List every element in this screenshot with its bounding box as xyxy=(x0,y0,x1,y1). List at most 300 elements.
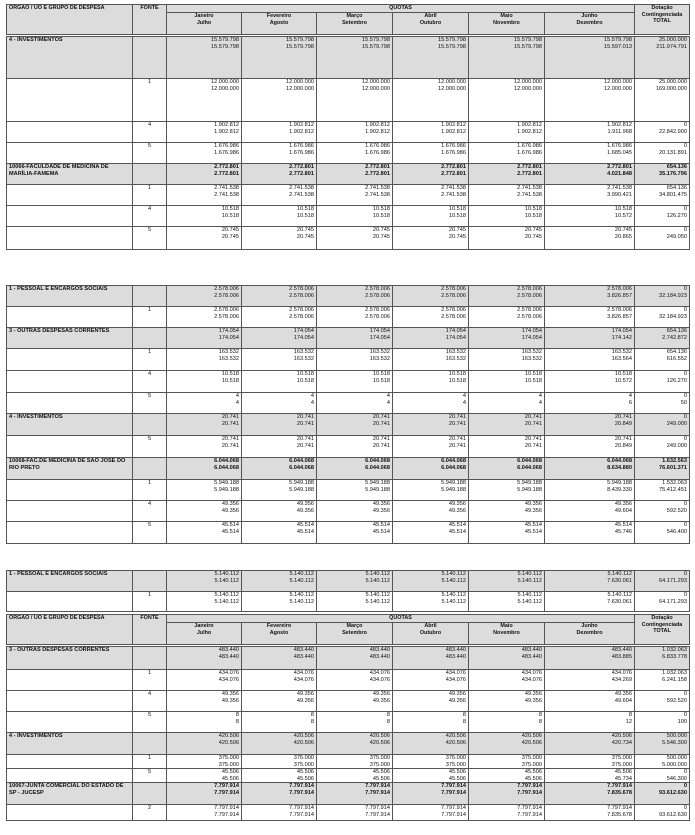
dotacao-total-cell xyxy=(635,206,690,227)
fonte-row xyxy=(7,349,690,371)
row-label: 10068-FAC.DE MEDICINA DE SÃO JOSÉ DO RIO PRETO xyxy=(7,458,133,480)
quota-value-second-half: 20.741 xyxy=(524,442,542,449)
quota-cell xyxy=(317,143,393,164)
quota-value-first-half: 10.518 xyxy=(372,371,390,377)
quota-value-first-half: 483.440 xyxy=(611,647,632,653)
quota-cell xyxy=(393,458,469,480)
fonte-cell: 5 xyxy=(133,143,167,164)
quota-cell xyxy=(242,670,317,691)
quota-value-first-half: 20.745 xyxy=(372,227,390,233)
quota-value-second-half: 5.140.112 xyxy=(517,598,542,605)
quota-value-first-half: 15.579.798 xyxy=(514,37,542,43)
quota-value-first-half: 2.578.006 xyxy=(365,286,390,292)
quota-value-second-half: 2.578.006 xyxy=(365,292,390,299)
quota-value-second-half: 6.044.068 xyxy=(441,464,466,471)
dotacao-total-value: 64.171.293 xyxy=(659,577,687,584)
quota-cell xyxy=(545,371,635,393)
quota-value-second-half: 2.578.006 xyxy=(441,292,466,299)
fonte-row xyxy=(7,79,690,122)
quota-cell xyxy=(469,328,545,349)
quota-cell xyxy=(242,143,317,164)
quota-value-second-half: 8 xyxy=(310,718,314,725)
quota-value-first-half: 20.741 xyxy=(524,436,542,442)
dotacao-total-value: 76.601.371 xyxy=(659,464,687,471)
quota-value-second-half: 6.044.068 xyxy=(517,464,542,471)
quota-value-first-half: 434.076 xyxy=(445,670,466,676)
quota-cell xyxy=(469,286,545,307)
dotacao-total-cell xyxy=(635,458,690,480)
quota-cell xyxy=(242,185,317,206)
quota-cell xyxy=(167,691,242,712)
budget-table xyxy=(6,646,690,821)
quota-cell xyxy=(469,164,545,185)
quota-cell xyxy=(242,436,317,458)
quota-value-second-half: 5.949.188 xyxy=(289,486,314,493)
dotacao-total-value: 22.842.900 xyxy=(659,128,687,135)
quota-value-first-half: 10.518 xyxy=(524,371,542,377)
quota-cell xyxy=(167,571,242,592)
dotacao-contingenciada-value: 0 xyxy=(683,122,687,128)
quota-value-first-half: 420.506 xyxy=(445,733,466,739)
quota-cell xyxy=(242,805,317,821)
quota-cell xyxy=(545,691,635,712)
quota-value-second-half: 10.518 xyxy=(448,212,466,219)
quota-value-first-half: 12.000.000 xyxy=(211,79,239,85)
quota-value-first-half: 5.140.112 xyxy=(607,592,632,598)
quota-value-second-half: 20.741 xyxy=(296,420,314,427)
quota-cell xyxy=(317,783,393,805)
quota-value-first-half: 49.356 xyxy=(524,691,542,697)
quota-value-first-half: 10.518 xyxy=(221,206,239,212)
quota-cell xyxy=(393,185,469,206)
quota-cell xyxy=(393,670,469,691)
quota-value-first-half: 375.000 xyxy=(369,755,390,761)
quota-value-second-half: 10.572 xyxy=(614,377,632,384)
quota-cell xyxy=(393,712,469,733)
quota-cell xyxy=(469,436,545,458)
dotacao-contingenciada-value: 0 xyxy=(683,371,687,377)
quota-cell xyxy=(242,371,317,393)
quota-value-first-half: 2.578.006 xyxy=(441,307,466,313)
quota-value-first-half: 6.044.068 xyxy=(517,458,542,464)
dotacao-total-value: 5.546.300 xyxy=(662,739,687,746)
quota-value-second-half: 7.630.061 xyxy=(607,598,632,605)
quota-cell xyxy=(317,206,393,227)
quota-cell xyxy=(167,206,242,227)
dotacao-contingenciada-value: 0 xyxy=(683,691,687,697)
quota-cell xyxy=(167,436,242,458)
quota-value-first-half: 7.797.914 xyxy=(517,783,542,790)
quota-value-second-half: 4 xyxy=(235,399,239,406)
quota-value-second-half: 7.797.914 xyxy=(365,811,390,818)
quota-cell xyxy=(167,349,242,371)
quota-cell xyxy=(167,592,242,612)
budget-table xyxy=(6,570,690,612)
quota-cell xyxy=(167,185,242,206)
quota-value-first-half: 10.518 xyxy=(448,371,466,377)
quota-value-second-half: 49.356 xyxy=(221,697,239,704)
quota-value-first-half: 45.514 xyxy=(614,522,632,528)
quota-value-first-half: 163.532 xyxy=(521,349,542,355)
quota-value-second-half: 7.797.914 xyxy=(289,811,314,818)
budget-section-4 xyxy=(6,646,689,821)
quota-value-second-half: 483.440 xyxy=(521,653,542,660)
quota-value-second-half: 1.902.812 xyxy=(441,128,466,135)
quota-value-second-half: 434.076 xyxy=(445,676,466,683)
quota-cell xyxy=(242,647,317,670)
quota-value-first-half: 434.076 xyxy=(293,670,314,676)
quota-value-first-half: 5.949.188 xyxy=(214,480,239,486)
quota-cell xyxy=(167,328,242,349)
dotacao-contingenciada-value: 1.032.063 xyxy=(662,670,687,676)
quota-value-second-half: 5.140.112 xyxy=(365,577,390,584)
quota-value-first-half: 2.741.538 xyxy=(441,185,466,191)
quota-value-second-half: 7.797.914 xyxy=(441,789,466,796)
quota-cell xyxy=(167,286,242,307)
quota-value-second-half: 7.797.914 xyxy=(214,811,239,818)
quota-cell xyxy=(545,733,635,755)
month-header: Abril Outubro xyxy=(393,13,469,35)
quota-value-first-half: 420.506 xyxy=(611,733,632,739)
quota-value-first-half: 174.054 xyxy=(521,328,542,334)
quota-value-second-half: 49.604 xyxy=(614,507,632,514)
budget-section-3 xyxy=(6,570,689,612)
quota-value-second-half: 15.579.798 xyxy=(362,43,390,50)
quota-value-first-half: 5.140.112 xyxy=(214,592,239,598)
fonte-row xyxy=(7,712,690,733)
quota-value-second-half: 434.076 xyxy=(521,676,542,683)
dotacao-total-cell xyxy=(635,522,690,544)
quota-value-first-half: 163.532 xyxy=(293,349,314,355)
quota-value-second-half: 5.140.112 xyxy=(214,577,239,584)
quota-cell xyxy=(242,414,317,436)
quota-cell xyxy=(469,143,545,164)
quota-value-first-half: 15.579.798 xyxy=(211,37,239,43)
quota-cell xyxy=(317,501,393,522)
quota-value-first-half: 20.745 xyxy=(614,227,632,233)
quota-value-second-half: 4 xyxy=(462,399,466,406)
quota-value-second-half: 20.745 xyxy=(296,233,314,240)
quota-cell xyxy=(317,733,393,755)
quota-value-second-half: 6.044.068 xyxy=(365,464,390,471)
budget-section-1 xyxy=(6,36,689,250)
month-header: Junho Dezembro xyxy=(545,13,635,35)
quota-value-second-half: 49.356 xyxy=(448,507,466,514)
quota-value-second-half: 20.745 xyxy=(221,233,239,240)
quota-value-second-half: 4.021.848 xyxy=(607,170,632,177)
quota-cell xyxy=(242,480,317,501)
quota-value-second-half: 45.506 xyxy=(221,775,239,782)
quota-value-first-half: 7.797.914 xyxy=(607,783,632,790)
quota-value-second-half: 174.054 xyxy=(521,334,542,341)
quota-value-first-half: 15.579.798 xyxy=(362,37,390,43)
quota-cell xyxy=(545,769,635,783)
quota-value-first-half: 45.506 xyxy=(448,769,466,776)
dotacao-contingenciada-value: 0 xyxy=(683,712,687,718)
quota-value-first-half: 434.076 xyxy=(369,670,390,676)
row-label: 1 - PESSOAL E ENCARGOS SOCIAIS xyxy=(7,571,133,592)
quota-value-first-half: 8 xyxy=(628,712,632,718)
quota-value-second-half: 7.835.678 xyxy=(607,811,632,818)
quota-cell xyxy=(167,227,242,250)
quota-value-second-half: 5.949.188 xyxy=(365,486,390,493)
quota-value-second-half: 45.506 xyxy=(448,775,466,782)
quota-cell xyxy=(469,501,545,522)
quota-value-second-half: 12.000.000 xyxy=(438,85,466,92)
row-label xyxy=(7,79,133,122)
quota-value-first-half: 49.356 xyxy=(372,501,390,507)
dotacao-contingenciada-value: 0 xyxy=(683,307,687,313)
quota-value-second-half: 6.044.068 xyxy=(289,464,314,471)
quota-cell xyxy=(242,286,317,307)
group-row xyxy=(7,328,690,349)
quota-value-second-half: 20.741 xyxy=(296,442,314,449)
quota-cell xyxy=(545,164,635,185)
quota-value-second-half: 49.356 xyxy=(221,507,239,514)
dotacao-contingenciada-value: 0 xyxy=(683,206,687,212)
quota-value-second-half: 434.076 xyxy=(293,676,314,683)
quota-cell xyxy=(469,755,545,769)
quota-cell xyxy=(242,691,317,712)
fonte-row xyxy=(7,206,690,227)
row-label xyxy=(7,501,133,522)
quota-value-second-half: 15.579.798 xyxy=(211,43,239,50)
quota-cell xyxy=(317,480,393,501)
quota-value-second-half: 2.578.006 xyxy=(214,313,239,320)
quota-cell xyxy=(469,371,545,393)
quota-value-first-half: 375.000 xyxy=(521,755,542,761)
dotacao-total-value: 5.000.000 xyxy=(662,761,687,768)
quota-cell xyxy=(545,670,635,691)
quota-value-second-half: 15.597.013 xyxy=(604,43,632,50)
quota-value-second-half: 2.741.538 xyxy=(365,191,390,198)
dotacao-total-value: 249.000 xyxy=(666,420,687,427)
quota-value-first-half: 8 xyxy=(462,712,466,718)
quota-value-second-half: 174.142 xyxy=(611,334,632,341)
quota-value-first-half: 10.518 xyxy=(296,206,314,212)
quota-cell xyxy=(393,571,469,592)
quota-cell xyxy=(167,769,242,783)
quota-cell xyxy=(545,286,635,307)
quota-cell xyxy=(317,647,393,670)
quota-value-second-half: 483.440 xyxy=(369,653,390,660)
quota-cell xyxy=(317,393,393,414)
quota-value-first-half: 5.140.112 xyxy=(441,592,466,598)
row-label: 3 - OUTRAS DESPESAS CORRENTES xyxy=(7,328,133,349)
quota-cell xyxy=(242,755,317,769)
quota-value-first-half: 1.902.812 xyxy=(441,122,466,128)
fonte-row xyxy=(7,307,690,328)
quota-cell xyxy=(393,480,469,501)
dotacao-contingenciada-value: 500.000 xyxy=(666,733,687,739)
quota-cell xyxy=(545,755,635,769)
dotacao-total-cell xyxy=(635,501,690,522)
fonte-cell: 1 xyxy=(133,755,167,769)
budget-table xyxy=(6,285,690,544)
quota-value-second-half: 45.734 xyxy=(614,775,632,782)
quota-value-first-half: 5.140.112 xyxy=(517,592,542,598)
quota-value-second-half: 3.826.857 xyxy=(607,313,632,320)
quota-value-first-half: 10.518 xyxy=(372,206,390,212)
quota-value-second-half: 49.356 xyxy=(372,697,390,704)
quota-cell xyxy=(317,769,393,783)
quota-cell xyxy=(469,571,545,592)
row-label xyxy=(7,522,133,544)
quota-cell xyxy=(469,480,545,501)
quota-value-second-half: 3.826.857 xyxy=(607,292,632,299)
dotacao-contingenciada-value: 500.000 xyxy=(666,755,687,761)
dotacao-header: Dotação Contingenciada TOTAL xyxy=(635,615,690,645)
quota-value-second-half: 10.518 xyxy=(372,377,390,384)
quota-value-first-half: 174.054 xyxy=(445,328,466,334)
quota-value-first-half: 7.797.914 xyxy=(214,783,239,790)
quota-value-first-half: 4 xyxy=(386,393,390,399)
dotacao-contingenciada-value: 0 xyxy=(683,393,687,399)
quota-cell xyxy=(545,458,635,480)
quota-value-second-half: 1.902.812 xyxy=(517,128,542,135)
dotacao-total-cell xyxy=(635,480,690,501)
fonte-cell: 4 xyxy=(133,501,167,522)
quota-value-first-half: 163.532 xyxy=(218,349,239,355)
quota-cell xyxy=(317,436,393,458)
quota-value-second-half: 1.676.986 xyxy=(365,149,390,156)
quota-cell xyxy=(242,122,317,143)
quota-value-second-half: 12.000.000 xyxy=(286,85,314,92)
fonte-cell xyxy=(133,571,167,592)
quota-value-first-half: 1.902.812 xyxy=(365,122,390,128)
quota-cell xyxy=(317,79,393,122)
quota-value-second-half: 2.772.801 xyxy=(517,170,542,177)
quota-value-first-half: 20.741 xyxy=(524,414,542,420)
quota-value-second-half: 5.949.188 xyxy=(214,486,239,493)
quota-value-second-half: 7.797.914 xyxy=(517,811,542,818)
quota-value-first-half: 49.356 xyxy=(614,501,632,507)
row-label xyxy=(7,805,133,821)
fonte-header: FONTE xyxy=(133,615,167,645)
quota-value-first-half: 8 xyxy=(386,712,390,718)
quota-value-second-half: 2.741.538 xyxy=(289,191,314,198)
quota-cell xyxy=(167,501,242,522)
fonte-cell: 1 xyxy=(133,670,167,691)
quota-cell xyxy=(317,307,393,328)
quota-cell xyxy=(393,164,469,185)
row-label xyxy=(7,480,133,501)
quota-value-second-half: 7.797.914 xyxy=(365,789,390,796)
quota-value-first-half: 4 xyxy=(628,393,632,399)
fonte-row xyxy=(7,769,690,783)
dotacao-contingenciada-value: 0 xyxy=(683,286,687,292)
quota-cell xyxy=(469,414,545,436)
group-row xyxy=(7,733,690,755)
quota-value-second-half: 45.514 xyxy=(448,528,466,535)
quota-value-second-half: 6.044.068 xyxy=(214,464,239,471)
quota-cell xyxy=(242,592,317,612)
quota-value-second-half: 8 xyxy=(462,718,466,725)
quota-cell xyxy=(393,37,469,79)
quota-cell xyxy=(393,647,469,670)
fonte-cell: 5 xyxy=(133,522,167,544)
dotacao-total-value: 75.412.451 xyxy=(659,486,687,493)
quota-value-first-half: 49.356 xyxy=(296,691,314,697)
quota-value-second-half: 45.506 xyxy=(296,775,314,782)
quota-value-second-half: 163.564 xyxy=(611,355,632,362)
quota-value-second-half: 2.772.801 xyxy=(441,170,466,177)
quota-value-second-half: 2.741.538 xyxy=(441,191,466,198)
quota-value-second-half: 49.356 xyxy=(296,507,314,514)
quota-cell xyxy=(469,307,545,328)
quota-cell xyxy=(167,783,242,805)
quota-value-first-half: 8 xyxy=(235,712,239,718)
quota-value-first-half: 20.741 xyxy=(614,436,632,442)
quota-value-first-half: 12.000.000 xyxy=(604,79,632,85)
quota-value-second-half: 20.849 xyxy=(614,420,632,427)
fonte-cell xyxy=(133,458,167,480)
quota-cell xyxy=(393,371,469,393)
quota-cell xyxy=(317,571,393,592)
group-row xyxy=(7,164,690,185)
quota-cell xyxy=(545,414,635,436)
quota-value-first-half: 163.532 xyxy=(369,349,390,355)
quota-value-second-half: 174.054 xyxy=(445,334,466,341)
quota-value-second-half: 420.506 xyxy=(293,739,314,746)
fonte-cell: 1 xyxy=(133,79,167,122)
quota-value-first-half: 20.745 xyxy=(524,227,542,233)
quota-cell xyxy=(317,755,393,769)
quota-value-second-half: 434.269 xyxy=(611,676,632,683)
quota-value-first-half: 2.772.801 xyxy=(517,164,542,170)
quota-cell xyxy=(242,79,317,122)
dotacao-contingenciada-value: 1.032.063 xyxy=(662,647,687,653)
fonte-cell xyxy=(133,783,167,805)
quota-cell xyxy=(545,501,635,522)
quota-value-first-half: 375.000 xyxy=(611,755,632,761)
quota-value-first-half: 4 xyxy=(235,393,239,399)
quota-value-first-half: 7.797.914 xyxy=(365,783,390,790)
budget-section-2 xyxy=(6,285,689,544)
quota-value-first-half: 5.140.112 xyxy=(365,571,390,577)
quota-value-first-half: 2.741.538 xyxy=(607,185,632,191)
quota-value-second-half: 1.902.812 xyxy=(365,128,390,135)
quota-value-second-half: 420.506 xyxy=(445,739,466,746)
quota-cell xyxy=(167,164,242,185)
quota-value-first-half: 49.356 xyxy=(221,501,239,507)
quota-value-first-half: 49.356 xyxy=(221,691,239,697)
quota-value-second-half: 5.140.112 xyxy=(289,598,314,605)
orgao-header: ORGÃO / UO E GRUPO DE DESPESA xyxy=(7,5,133,35)
quota-value-second-half: 163.532 xyxy=(293,355,314,362)
dotacao-total-value: 616.552 xyxy=(666,355,687,362)
dotacao-contingenciada-value: 1.632.563 xyxy=(662,458,687,464)
dotacao-contingenciada-value: 0 xyxy=(683,769,687,776)
quotas-header-table xyxy=(6,614,690,645)
dotacao-total-cell xyxy=(635,79,690,122)
fonte-cell: 4 xyxy=(133,691,167,712)
quota-value-first-half: 5.140.112 xyxy=(289,592,314,598)
quota-value-first-half: 20.741 xyxy=(221,436,239,442)
quota-value-second-half: 2.772.801 xyxy=(365,170,390,177)
dotacao-total-cell xyxy=(635,164,690,185)
quota-value-second-half: 420.506 xyxy=(369,739,390,746)
quota-value-first-half: 2.741.538 xyxy=(214,185,239,191)
fonte-cell: 4 xyxy=(133,122,167,143)
fonte-row xyxy=(7,670,690,691)
quota-value-first-half: 49.356 xyxy=(296,501,314,507)
quota-value-first-half: 8 xyxy=(310,712,314,718)
quota-value-first-half: 15.579.798 xyxy=(604,37,632,43)
quota-cell xyxy=(545,122,635,143)
quota-cell xyxy=(469,458,545,480)
quota-cell xyxy=(242,37,317,79)
